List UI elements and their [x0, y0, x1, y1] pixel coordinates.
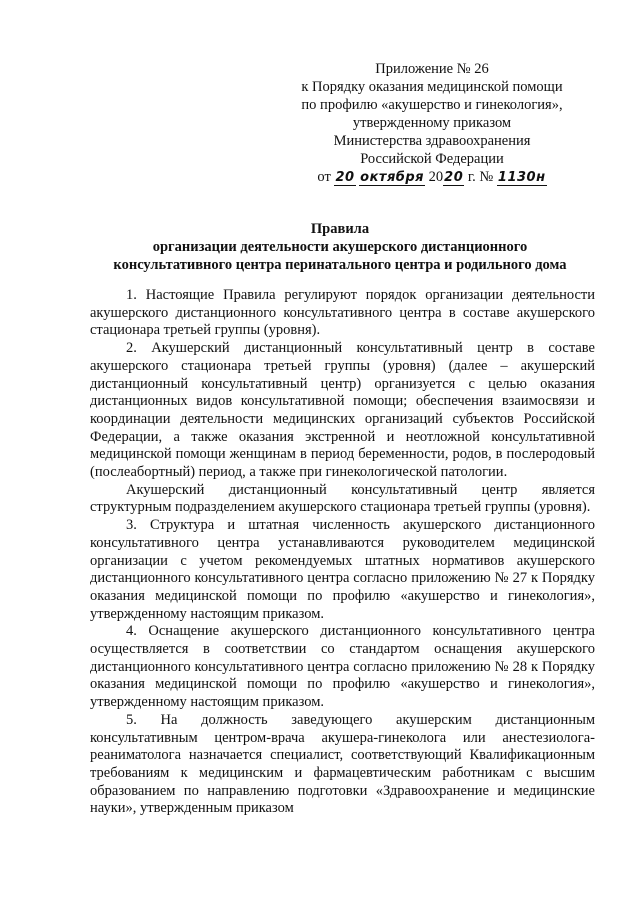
paragraph-4: 4. Оснащение акушерского дистанционного консультативного центра осуществляется в соответствии со стандартом оснащения акушерского дистанционного консультативного центра согласно приложению № 28 к Порядку оказания медицинской помощи по профилю «акушерство и гинекология», утвержденному настоящим приказом. [90, 623, 595, 711]
appendix-number: Приложение № 26 [375, 61, 489, 77]
handwritten-day: 20 [335, 170, 355, 185]
document-body [90, 287, 595, 818]
paragraph-3: 3. Структура и штатная численность акушерского дистанционного консультативного центра устанавливаются руководителем медицинской организации с учетом рекомендуемых штатных нормативов акушерского дистанционного консультативного центра согласно приложению № 27 к Порядку оказания медицинской помощи по профилю «акушерство и гинекология», утвержденному настоящим приказом. [90, 517, 595, 622]
appendix-header [272, 60, 592, 186]
document-title [80, 220, 600, 274]
paragraph-2: 2. Акушерский дистанционный консультативный центр в составе акушерского стационара третьей группы (уровня) (далее – акушерский дистанционный консультативный центр) организуется с целью оказания дистанционных видов консультативной помощи; обеспечения взаимосвязи и координации деятельности медицинских организаций субъектов Российской Федерации, а также оказания экстренной и неотложной консультативной медицинской помощи женщинам в период беременности, родов, в послеродовый (послеабортный) период, а также при гинекологической патологии. [90, 340, 595, 481]
number-prefix: г. № [467, 169, 494, 185]
paragraph-5: 5. На должность заведующего акушерским дистанционным консультативным центром-врача акушера-гинеколога или анестезиолога-реаниматолога назначается специалист, соответствующий Квалификационным требованиям к медицинским и фармацевтическим работникам с высшим образованием по направлению подготовки «Здравоохранение и медицинские науки», утвержденным приказом [90, 711, 595, 817]
handwritten-order-number: 1130н [497, 170, 546, 185]
title-line: организации деятельности акушерского дистанционного [152, 239, 528, 255]
date-year-prefix: 20 [428, 169, 444, 185]
order-date-line [272, 168, 592, 186]
title-line: Правила [310, 221, 370, 237]
paragraph-2-continued: Акушерский дистанционный консультативный центр является структурным подразделением акушерского стационара третьей группы (уровня). [90, 481, 595, 516]
paragraph-1: 1. Настоящие Правила регулируют порядок организации деятельности акушерского дистанционного консультативного центра в составе акушерского стационара третьей группы (уровня). [90, 287, 595, 339]
handwritten-year: 20 [444, 170, 464, 185]
handwritten-month: октября [360, 170, 425, 185]
appendix-line: утвержденному приказом [352, 115, 512, 131]
date-prefix: от [317, 169, 331, 185]
appendix-line: по профилю «акушерство и гинекология», [301, 97, 563, 113]
title-line: консультативного центра перинатального центра и родильного дома [113, 257, 567, 273]
appendix-line: Российской Федерации [360, 151, 504, 167]
appendix-line: к Порядку оказания медицинской помощи [301, 79, 563, 95]
appendix-line: Министерства здравоохранения [333, 133, 531, 149]
